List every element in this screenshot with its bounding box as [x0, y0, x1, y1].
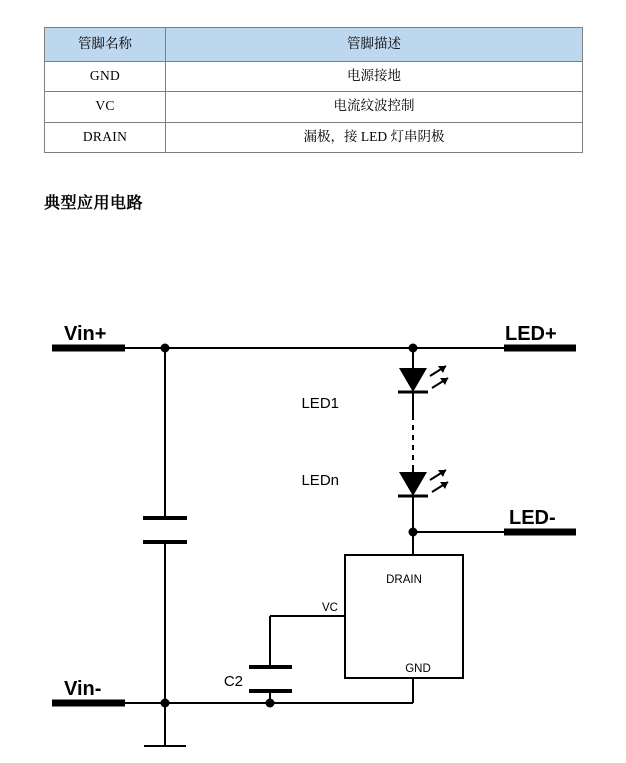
cell-pin-description: 电流纹波控制: [166, 92, 583, 122]
label-ledn: LEDn: [301, 472, 339, 489]
table-row: [45, 62, 583, 92]
cell-pin-name: VC: [45, 92, 166, 122]
label-vc: VC: [322, 602, 338, 614]
label-vin-plus: Vin+: [64, 323, 107, 345]
column-header-pin-description: 管脚描述: [166, 28, 583, 62]
label-led-minus: LED-: [509, 507, 556, 529]
led1-diode-triangle: [399, 368, 427, 392]
cell-pin-description: 电源接地: [166, 62, 583, 92]
cell-pin-name: DRAIN: [45, 122, 166, 152]
section-heading-typical-application-circuit: 典型应用电路: [44, 195, 144, 212]
column-header-pin-name: 管脚名称: [45, 28, 166, 62]
cell-pin-description: 漏极，接 LED 灯串阴极: [166, 122, 583, 152]
table-row: [45, 92, 583, 122]
cell-pin-name: GND: [45, 62, 166, 92]
junction-dot: [161, 699, 170, 708]
label-vin-minus: Vin-: [64, 678, 102, 700]
label-led1: LED1: [301, 395, 339, 412]
table-header-row: [45, 28, 583, 62]
label-c2: C2: [223, 673, 243, 690]
label-led-plus: LED+: [505, 323, 557, 345]
pin-description-table: [44, 27, 583, 153]
label-drain: DRAIN: [386, 574, 422, 586]
table-row: [45, 122, 583, 152]
junction-dot: [161, 344, 170, 353]
typical-application-circuit-diagram: [0, 240, 626, 763]
ledn-diode-triangle: [399, 472, 427, 496]
label-gnd: GND: [405, 663, 431, 675]
